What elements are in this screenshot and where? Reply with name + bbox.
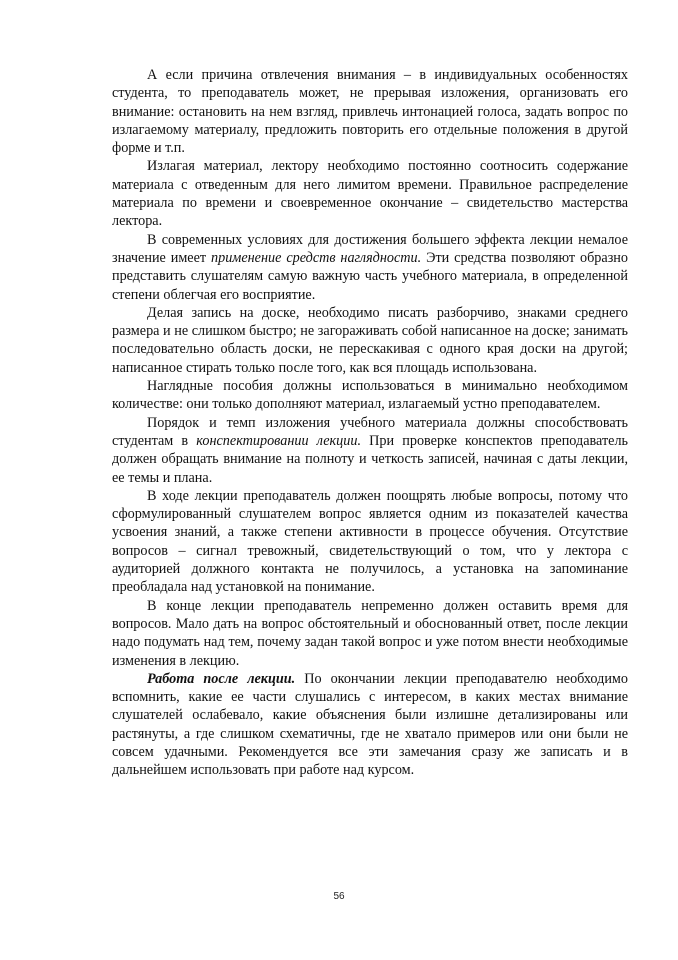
paragraph-note-taking-rest: При проверке конспектов преподаватель должен обращать внимание на полноту и четкость записей, начиная с даты лекции, ее темы и плана. (112, 432, 628, 486)
paragraph-visual-aids (112, 231, 628, 304)
paragraph-after-lecture (112, 670, 628, 780)
paragraph-visual-aids-rest: Эти средства позволяют образно представить слушателям самую важную часть учебного материала, в определенной степени облегчая его восприятие. (112, 249, 628, 303)
paragraph-teaching-aids: Наглядные пособия должны использоваться в минимально необходимом количестве: они только дополняют материал, излагаемый устно преподавателем. (112, 378, 628, 413)
paragraph-note-taking-intro: Порядок и темп изложения учебного материала должны способствовать студентам в (112, 414, 628, 449)
emphasis-note-taking: конспектировании лекции. (196, 432, 362, 449)
paragraph-questions: В ходе лекции преподаватель должен поощрять любые вопросы, потому что сформулированный слушателем вопрос является одним из показателей качества усвоения знаний, а также степени активности в процессе обучения. Отсутствие вопросов – сигнал тревожный, свидетельствующий о том, что у лектора с аудиторией должного контакта не получилось, а установка на запоминание преобладала над установкой на понимание. (112, 487, 628, 596)
emphasis-visual-aids: применение средств наглядности. (211, 249, 422, 266)
paragraph-time-allocation: Излагая материал, лектору необходимо постоянно соотносить содержание материала с отведенным для него лимитом времени. Правильное распределение материала по времени и своевременное окончание – свидетельство мастерства лектора. (112, 158, 628, 230)
paragraph-attention-distraction: А если причина отвлечения внимания – в индивидуальных особенностях студента, то преподаватель может, не прерывая изложения, организовать его внимание: остановить на нем взгляд, привлечь интонацией голоса, задать вопрос по излагаемому материалу, предложить повторить его отдельные положения в другой форме и т.п. (112, 67, 628, 157)
paragraph-end-of-lecture: В конце лекции преподаватель непременно должен оставить время для вопросов. Мало дать на вопрос обстоятельный и обоснованный ответ, после лекции надо подумать над тем, почему задан такой вопрос и уже потом внести необходимые изменения в лекцию. (112, 597, 628, 669)
heading-after-lecture: Работа после лекции. (147, 670, 296, 687)
body-text (112, 66, 628, 780)
paragraph-note-taking (112, 414, 628, 487)
paragraph-after-lecture-rest: По окончании лекции преподавателю необходимо вспомнить, какие ее части слушались с интересом, в каких местах внимание слушателей ослабевало, какие объяснения были излишне детализированы или растянуты, а где слишком схематичны, где не хватало примеров или они были не совсем удачными. Рекомендуется все эти замечания сразу же записать и в дальнейшем использовать при работе над курсом. (112, 670, 628, 779)
paragraph-visual-aids-intro: В современных условиях для достижения большего эффекта лекции немалое значение имеет (112, 231, 628, 266)
page-number: 56 (333, 891, 345, 902)
paragraph-blackboard: Делая запись на доске, необходимо писать разборчиво, знаками среднего размера и не слишком быстро; не загораживать собой написанное на доске; занимать последовательно область доски, не перескакивая с одного края доски на другой; написанное стирать только после того, как вся площадь использована. (112, 304, 628, 376)
